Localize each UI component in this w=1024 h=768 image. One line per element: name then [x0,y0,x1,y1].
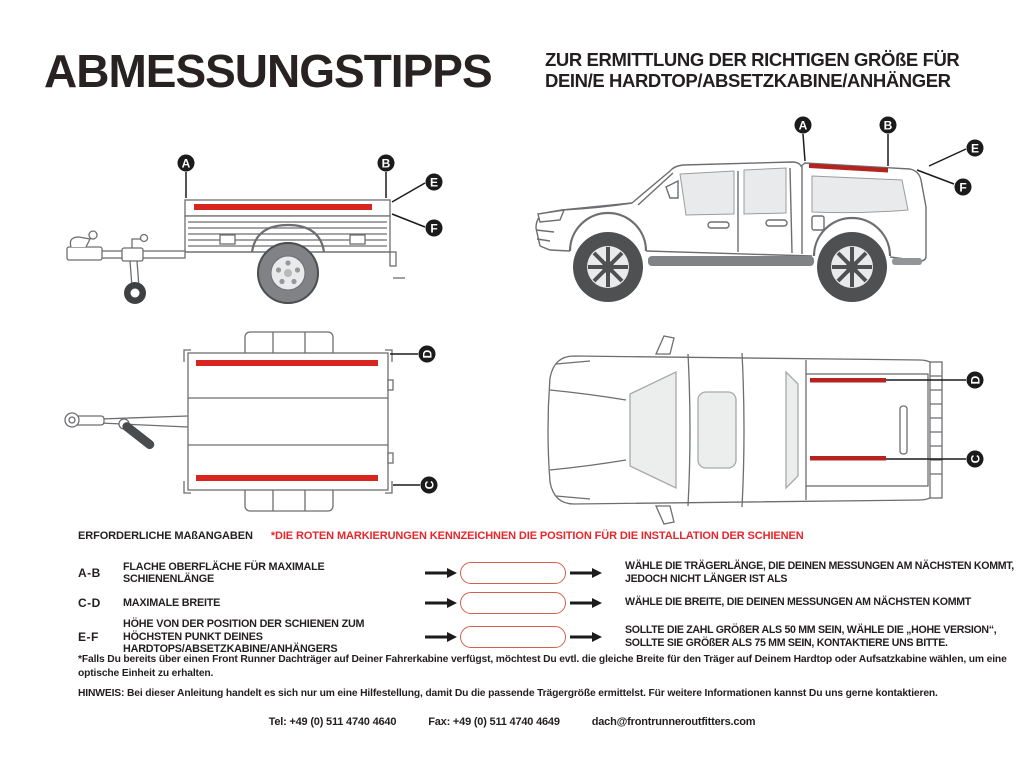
trailer-wheel [257,242,319,304]
row-id: C-D [78,596,101,610]
arrow-icon [425,567,460,579]
truck-top-view-illustration [530,330,1000,530]
row-instruction: WÄHLE DIE TRÄGERLÄNGE, DIE DEINEN MESSUNGEN AM NÄCHSTEN KOMMT, JEDOCH NICHT LÄNGER IST ALS [625,559,1014,585]
svg-text:D: D [420,349,435,359]
red-markings-note: *DIE ROTEN MARKIERUNGEN KENNZEICHNEN DIE POSITION FÜR DIE INSTALLATION DER SCHIENEN [270,530,804,542]
row-description: FLACHE OBERFLÄCHE FÜR MAXIMALE SCHIENENLÄNGE [123,560,325,585]
rail-position-marker [810,378,886,383]
rail-position-marker [196,360,378,366]
svg-text:A: A [798,118,808,133]
measurement-input-box[interactable] [460,592,566,614]
svg-text:F: F [959,180,967,195]
svg-text:C: C [968,454,983,464]
page-subtitle-line1: ZUR ERMITTLUNG DER RICHTIGEN GRÖßE FÜR [545,49,960,70]
arrow-icon [425,597,460,609]
rear-step [892,258,922,265]
svg-text:C: C [422,480,437,490]
trailer-top-body [65,332,393,511]
rocker-panel [648,256,814,266]
arrow-icon [570,567,625,579]
truck-top-body [548,336,942,524]
rail-position-marker [194,204,372,210]
measurement-row-ab [78,556,1014,590]
arrow-icon [425,631,460,643]
arrow-icon [570,597,625,609]
truck-windows [680,168,908,215]
asterisk-footnote: *Falls Du bereits über einen Front Runner Dachträger auf Deiner Fahrerkabine verfügst, möchtest Du evtl. die gleiche Breite für den Träger auf Deinem Hardtop oder Aufsatzkabine wählen, um eine optische Einheit zu erhalten. [78,654,1007,679]
page-title: ABMESSUNGSTIPPS [44,45,492,97]
truck-rear-wheel [817,232,887,302]
page-subtitle [545,49,975,91]
arrow-icon [570,631,625,643]
rail-position-marker [810,456,886,461]
trailer-body [67,200,405,287]
dimension-labels [390,346,438,494]
rail-position-marker [196,475,378,481]
svg-text:F: F [430,221,438,236]
row-id: A-B [78,566,101,580]
row-description: HÖHE VON DER POSITION DER SCHIENEN ZUM HÖCHSTEN PUNKT DEINES HARDTOPS/ABSETZKABINE/ANHÄNGERS [123,618,365,656]
svg-text:E: E [429,175,439,190]
trailer-side-view-illustration [60,130,460,320]
measurement-input-box[interactable] [460,626,566,648]
row-instruction: SOLLTE DIE ZAHL GRÖßER ALS 50 MM SEIN, WÄHLE DIE „HOHE VERSION“, SOLLTE SIE GRÖßER ALS 75 MM SEIN, KONTAKTIERE UNS BITTE. [625,623,997,649]
measurement-rows [78,556,1014,658]
trailer-top-view-illustration [60,320,460,520]
measurements-heading: ERFORDERLICHE MAßANGABEN [78,530,253,542]
row-instruction: WÄHLE DIE BREITE, DIE DEINEN MESSUNGEN AM NÄCHSTEN KOMMT [625,596,971,609]
truck-front-wheel [573,232,643,302]
measurement-input-box[interactable] [460,562,566,584]
svg-text:A: A [181,156,191,171]
hinweis-note: HINWEIS: Bei dieser Anleitung handelt es sich nur um eine Hilfestellung, damit Du die passende Trägergröße ermittelst. Für weitere Informationen kannst Du uns gerne kontaktieren. [78,688,938,699]
measurement-row-ef [78,616,1014,658]
contact-fax: Fax: +49 (0) 511 4740 4649 [428,716,560,728]
contact-line [0,716,1024,728]
svg-text:B: B [381,156,391,171]
row-description: MAXIMALE BREITE [123,596,221,609]
measurement-row-cd [78,590,1014,616]
measurements-header [78,530,804,542]
row-id: E-F [78,630,99,644]
svg-text:D: D [968,375,983,385]
contact-email: dach@frontrunneroutfitters.com [591,716,756,728]
contact-tel: Tel: +49 (0) 511 4740 4640 [268,716,397,728]
page-subtitle-line2: DEIN/E HARDTOP/ABSETZKABINE/ANHÄNGER [545,70,951,91]
svg-text:B: B [883,118,893,133]
truck-side-view-illustration [520,110,1000,320]
svg-text:E: E [970,141,980,156]
